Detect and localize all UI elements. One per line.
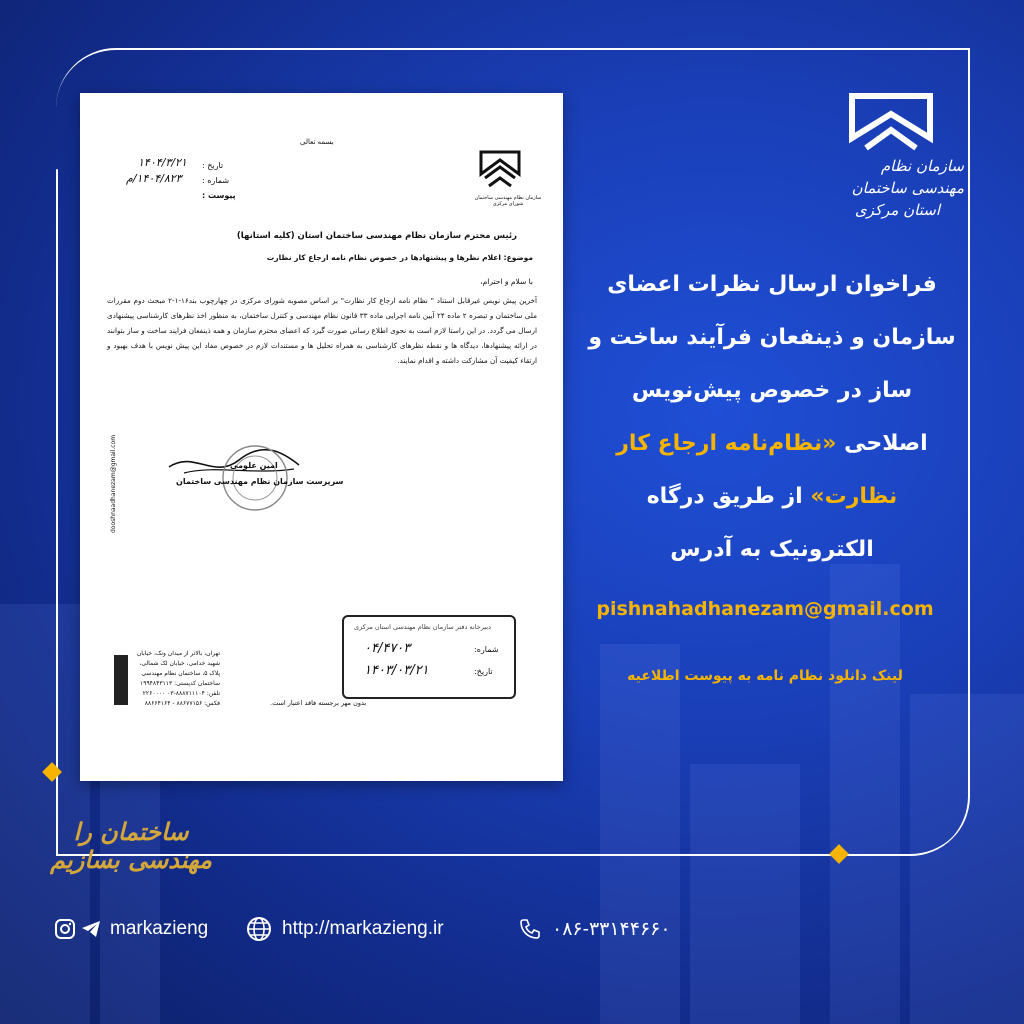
phone-contact[interactable] [518, 914, 671, 944]
phone-number: ۰۸۶-۳۳۱۴۴۶۶۰ [552, 918, 671, 940]
globe-icon [246, 916, 272, 942]
org-name-line2: استان مرکزی [854, 201, 940, 219]
letter-date-label: تاریخ : [202, 161, 224, 170]
stamp-date: ۱۴۰۳/۰۳/۲۱ [364, 663, 429, 678]
letter-greeting: با سلام و احترام، [480, 277, 533, 286]
headline-line4-highlight: «نظام‌نامه ارجاع کار [616, 431, 837, 456]
stamp-number-label: شماره: [474, 645, 499, 654]
headline-line4 [567, 417, 977, 470]
headline-line5-highlight: نظارت» [810, 484, 898, 509]
letter-contact-block [130, 649, 220, 709]
org-name [824, 155, 964, 221]
headline-line6: الکترونیک به آدرس [670, 537, 874, 562]
download-link[interactable]: لینک دانلود نظام نامه به پیوست اطلاعیه [627, 668, 903, 684]
headline-line3: ساز در خصوص پیش‌نویس [631, 378, 913, 403]
letter-signer-title: سرپرست سازمان نظام مهندسی ساختمان [176, 477, 344, 486]
letter-subject: موضوع: اعلام نظرها و پیشنهادها در خصوص نظام نامه ارجاع کار نظارت [266, 253, 533, 262]
letter-document [80, 93, 563, 781]
headline-line1: فراخوان ارسال نظرات اعضای [607, 272, 937, 297]
letter-bismillah: بسمه تعالی [300, 138, 334, 146]
letter-logo-icon [477, 148, 523, 190]
letter-attachment-label: پیوست : [202, 191, 236, 200]
phone-icon [518, 917, 542, 941]
website-url: http://markazieng.ir [282, 918, 444, 939]
letter-address: تهران، بالاتر از میدان ونک، خیابان شهید خدامی، خیابان لک شمالی، پلاک ۵، ساختمان نظام مهندسی [136, 650, 220, 677]
headline-line5 [567, 470, 977, 523]
slogan: ساختمان را مهندسی بسازیم [50, 818, 212, 874]
stamp-number: ۰۴/۴۷۰۳ [364, 641, 411, 656]
letter-side-email: dooshnaadhanezam@gmail.com [110, 434, 117, 533]
stamp-date-label: تاریخ: [474, 667, 493, 676]
letter-number-label: شماره : [202, 176, 230, 185]
letter-addressee: رئیس محترم سازمان نظام مهندسی ساختمان استان (کلیه استانها) [236, 231, 517, 241]
social-handle: markazieng [110, 918, 209, 939]
letter-number-value: ۱۴۰۴/۸۲۳/م [126, 172, 182, 185]
letter-footer-note: بدون مهر برجسته فاقد اعتبار است. [270, 699, 367, 707]
headline-line4-prefix: اصلاحی [836, 431, 928, 456]
submission-email[interactable]: pishnahadhanezam@gmail.com [596, 598, 934, 620]
org-name-line1: سازمان نظام مهندسی ساختمان [851, 157, 964, 197]
letter-date-value: ۱۴۰۴/۳/۲۱ [138, 156, 187, 169]
telegram-icon [80, 918, 102, 940]
letter-body: آخرین پیش نویس غیرقابل استناد " نظام نامه ارجاع کار نظارت" بر اساس مصوبه شورای مرکزی در چهارچوب بند۱۶-۱-۲ مبحث دوم مقررات ملی ساختمان و تبصره ۲ ماده ۲۴ آیین نامه اجرایی ماده ۳۳ قانون نظام مهندسی و کنترل ساختمان، به منظور اخذ نظرهای کارشناسی پیشنهادی ارسال می گردد. در این راستا لازم است به نحوی اطلاع رسانی صورت گیرد که اعضای محترم سازمان و همه ذینفعان فرایند ساخت و ساز بتوانند در ارائه پیشنهادها، دیدگاه ها و نقطه نظرهای کارشناسی به همراه تحلیل ها و مستندات لازم در خصوص مفاد این پیش نویس با هدف بهبود و ارتقاء کیفیت آن مشارکت داشته و اقدام نمایند. [107, 296, 537, 365]
building-roof-logo-icon [848, 92, 934, 154]
website-contact[interactable] [246, 914, 444, 944]
letter-postal: ساختمان کدپستی: ۱۹۹۴۸۴۳۱۱۳ [140, 680, 220, 687]
headline-line2: سازمان و ذینفعان فرآیند ساخت و [588, 325, 956, 350]
announcement-headline [567, 258, 977, 576]
letter-fax: فکس: ۸۸۶۷۷۱۵۶ - ۸۸۶۶۴۱۶۴ [144, 700, 220, 707]
letter-org-small: سازمان نظام مهندسی ساختمان شورای مرکزی [474, 195, 542, 207]
receipt-stamp [342, 615, 516, 699]
letter-tel: تلفن: ۸۸۸۷۱۱۱۰۴-۰۳ ۲۲۶۰۰۰۰ [142, 690, 220, 697]
qr-code-icon [114, 655, 128, 705]
stamp-org: دبیرخانه دفتر سازمان نظام مهندسی استان مرکزی [354, 623, 491, 631]
social-contact[interactable] [54, 914, 208, 944]
headline-line5-suffix: از طریق درگاه [646, 484, 811, 509]
letter-signer-name: امین علومی [230, 461, 278, 470]
instagram-icon [54, 918, 76, 940]
